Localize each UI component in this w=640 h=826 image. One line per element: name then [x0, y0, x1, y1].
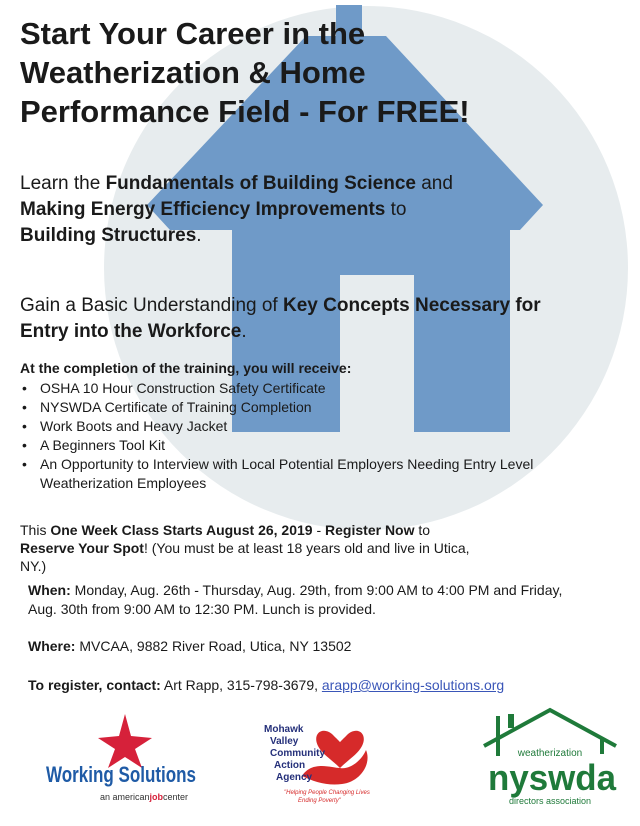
- list-item: • Work Boots and Heavy Jacket: [20, 417, 580, 436]
- page-title: Start Your Career in the Weatherization & Home Performance Field - For FREE!: [20, 16, 470, 129]
- gain-paragraph: Gain a Basic Understanding of Key Concepts Necessary for Entry into the Workforce.: [20, 295, 541, 342]
- list-item: • A Beginners Tool Kit: [20, 436, 580, 455]
- when-info: When: Monday, Aug. 26th - Thursday, Aug. 29th, from 9:00 AM to 4:00 PM and Friday, Aug. 30th from 9:00 AM to 12:30 PM. Lunch is provided.: [28, 582, 563, 617]
- working-solutions-logo: [40, 712, 210, 807]
- email-link[interactable]: arapp@working-solutions.org: [321, 677, 505, 693]
- mvcaa-logo: [262, 720, 382, 810]
- where-info: Where: MVCAA, 9882 River Road, Utica, NY 13502: [28, 638, 352, 654]
- benefits-list: [20, 379, 580, 493]
- list-item: • An Opportunity to Interview with Local Potential Employers Needing Entry Level Weatherization Employees: [20, 455, 580, 493]
- register-info: To register, contact: Art Rapp, 315-798-3679, arapp@working-solutions.org: [28, 677, 505, 693]
- svg-text:Community: Community: [270, 748, 325, 759]
- benefits-heading: At the completion of the training, you will receive:: [20, 360, 352, 376]
- list-item: • OSHA 10 Hour Construction Safety Certificate: [20, 379, 580, 398]
- working-solutions-name: Working Solutions: [46, 762, 196, 787]
- intro-paragraph: Learn the Fundamentals of Building Science and Making Energy Efficiency Improvements to Building Structures.: [20, 173, 453, 246]
- svg-text:nyswda: nyswda: [488, 757, 617, 798]
- working-solutions-tagline: an americanjobcenter: [100, 792, 189, 802]
- svg-text:"Helping People Changing Lives: "Helping People Changing Lives: [284, 790, 370, 796]
- svg-text:Action: Action: [274, 760, 306, 771]
- svg-text:Ending Poverty": Ending Poverty": [298, 798, 341, 804]
- star-icon: [98, 714, 152, 768]
- svg-text:weatherization: weatherization: [517, 748, 583, 759]
- class-info: This One Week Class Starts August 26, 2019 - Register Now to Reserve Your Spot! (You must be at least 18 years old and live in Utica, NY.): [20, 522, 470, 574]
- svg-text:Agency: Agency: [276, 772, 313, 783]
- nyswda-logo: [480, 708, 625, 808]
- svg-text:Mohawk: Mohawk: [264, 724, 304, 735]
- list-item: • NYSWDA Certificate of Training Completion: [20, 398, 580, 417]
- svg-text:directors association: directors association: [508, 796, 592, 806]
- svg-text:Valley: Valley: [270, 736, 299, 747]
